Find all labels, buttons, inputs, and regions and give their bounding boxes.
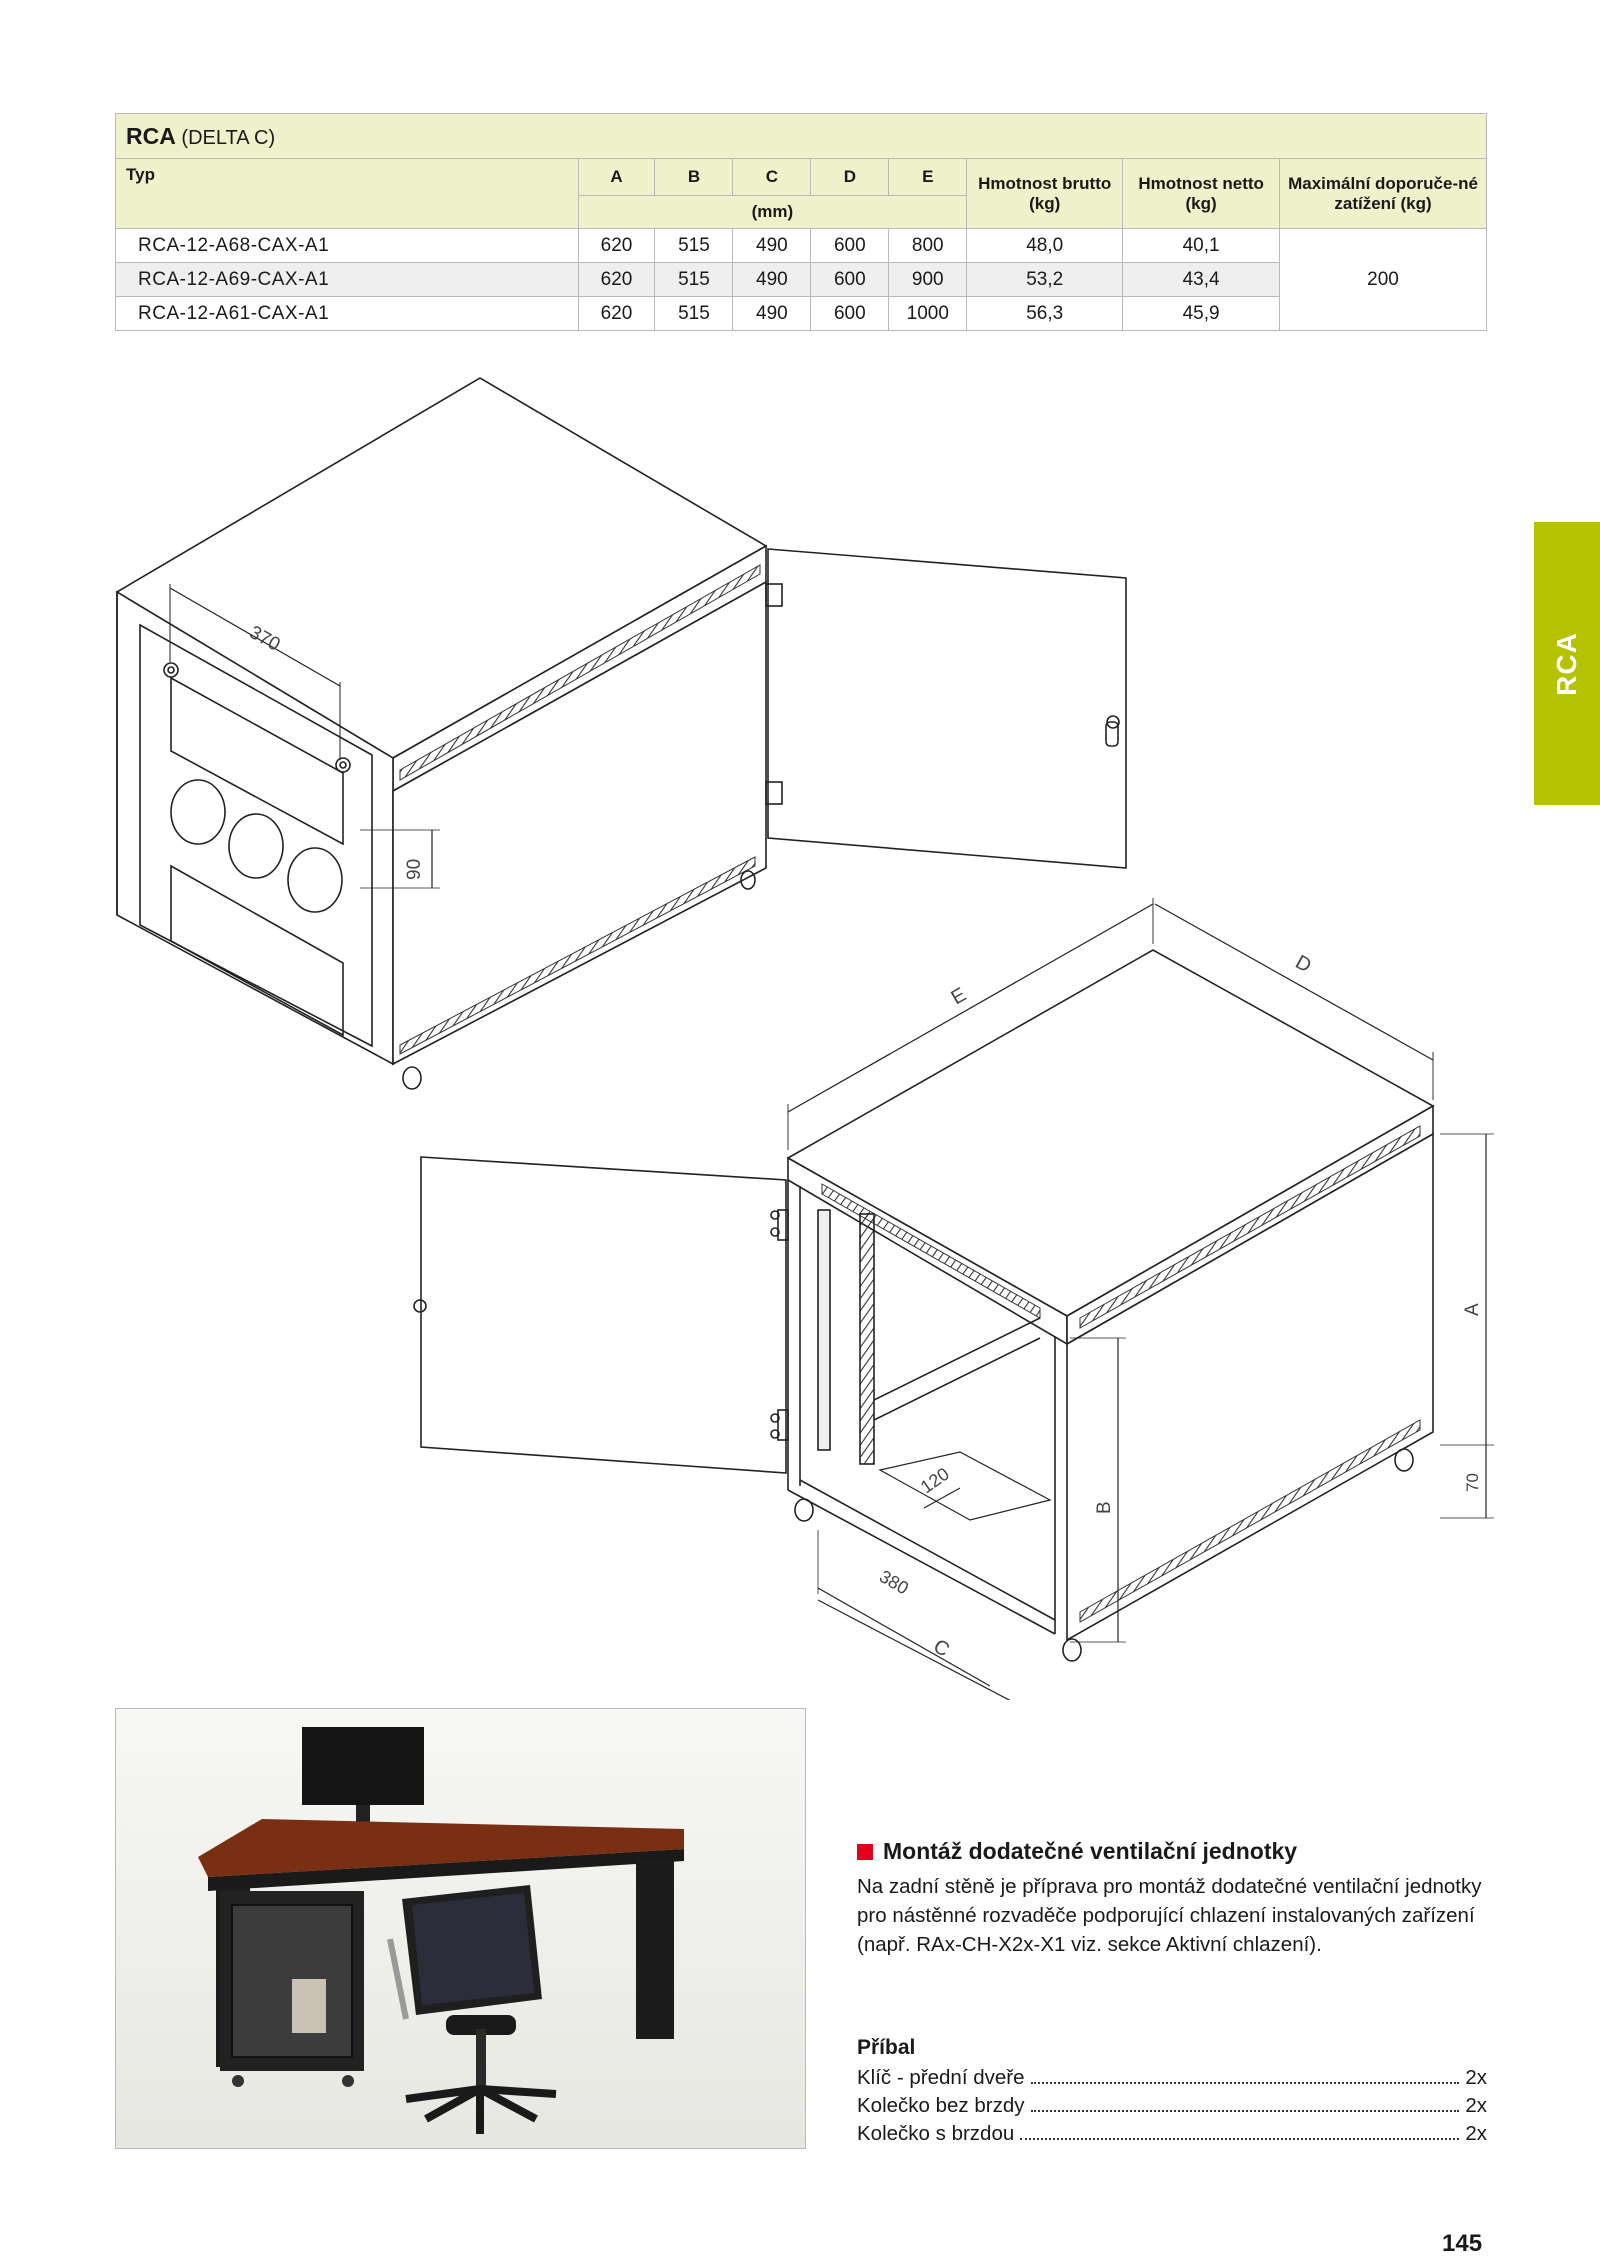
unit-header: (mm) bbox=[578, 196, 967, 229]
package-item-qty: 2x bbox=[1465, 2094, 1487, 2117]
package-list bbox=[857, 2066, 1487, 2150]
col-gross-header: Hmotnost brutto (kg) bbox=[967, 159, 1123, 229]
cell-net: 43,4 bbox=[1123, 263, 1280, 297]
cell-net: 40,1 bbox=[1123, 229, 1280, 263]
package-title: Příbal bbox=[857, 2036, 916, 2059]
side-tab-label: RCA bbox=[1551, 631, 1582, 696]
package-item-label: Kolečko s brzdou bbox=[857, 2122, 1015, 2145]
dim-120-label: 120 bbox=[916, 1463, 953, 1498]
list-item bbox=[857, 2066, 1487, 2094]
bullet-square-icon bbox=[857, 1844, 873, 1860]
cell-d: 600 bbox=[811, 263, 889, 297]
col-type-header: Typ bbox=[116, 159, 579, 229]
section-title-text: Montáž dodatečné ventilační jednotky bbox=[883, 1838, 1298, 1864]
row-name: RCA-12-A68-CAX-A1 bbox=[116, 229, 579, 263]
dim-c-label: C bbox=[929, 1635, 954, 1662]
dot-leader bbox=[1031, 2082, 1460, 2084]
table-title-main: RCA bbox=[126, 122, 176, 149]
cell-gross: 53,2 bbox=[967, 263, 1123, 297]
section-body: Na zadní stěně je příprava pro montáž dodatečné ventilační jednotky pro nástěnné rozvaděče podporující chlazení instalovaných zařízení (např. RAx-CH-X2x-X1 viz. sekce Aktivní chlazení). bbox=[857, 1875, 1482, 1956]
dim-90-label: 90 bbox=[404, 858, 425, 880]
cell-e: 800 bbox=[889, 229, 967, 263]
cell-c: 490 bbox=[733, 263, 811, 297]
cell-gross: 56,3 bbox=[967, 297, 1123, 331]
cell-c: 490 bbox=[733, 229, 811, 263]
package-item-label: Klíč - přední dveře bbox=[857, 2066, 1025, 2089]
list-item bbox=[857, 2094, 1487, 2122]
col-c-header: C bbox=[733, 159, 811, 196]
col-a-header: A bbox=[578, 159, 655, 196]
dim-380-label: 380 bbox=[876, 1566, 913, 1599]
cabinet-open-view bbox=[414, 898, 1494, 1700]
dot-leader bbox=[1020, 2138, 1459, 2140]
cell-net: 45,9 bbox=[1123, 297, 1280, 331]
package-item-qty: 2x bbox=[1465, 2066, 1487, 2089]
office-desk-cabinet-image bbox=[116, 1709, 805, 2148]
cell-b: 515 bbox=[655, 297, 733, 331]
cell-a: 620 bbox=[578, 263, 655, 297]
dim-a-label: A bbox=[1462, 1303, 1483, 1316]
cell-a: 620 bbox=[578, 297, 655, 331]
col-b-header: B bbox=[655, 159, 733, 196]
cabinet-front-view bbox=[117, 378, 1126, 1089]
table-title-sub: (DELTA C) bbox=[181, 126, 276, 149]
dim-e-label: E bbox=[947, 983, 971, 1010]
dim-370-label: 370 bbox=[245, 622, 284, 656]
cell-max-load: 200 bbox=[1280, 229, 1487, 331]
cell-a: 620 bbox=[578, 229, 655, 263]
cell-gross: 48,0 bbox=[967, 229, 1123, 263]
cell-e: 900 bbox=[889, 263, 967, 297]
dot-leader bbox=[1031, 2110, 1460, 2112]
cell-d: 600 bbox=[811, 229, 889, 263]
section-title bbox=[857, 1838, 1297, 1865]
cell-b: 515 bbox=[655, 229, 733, 263]
col-e-header: E bbox=[889, 159, 967, 196]
cell-d: 600 bbox=[811, 297, 889, 331]
package-item-label: Kolečko bez brzdy bbox=[857, 2094, 1025, 2117]
dim-d-label: D bbox=[1291, 951, 1315, 978]
cell-b: 515 bbox=[655, 263, 733, 297]
row-name: RCA-12-A69-CAX-A1 bbox=[116, 263, 579, 297]
list-item bbox=[857, 2122, 1487, 2150]
row-name: RCA-12-A61-CAX-A1 bbox=[116, 297, 579, 331]
col-net-header: Hmotnost netto (kg) bbox=[1123, 159, 1280, 229]
col-max-header: Maximální doporuče-né zatížení (kg) bbox=[1280, 159, 1487, 229]
dim-70-label: 70 bbox=[1463, 1473, 1482, 1492]
col-d-header: D bbox=[811, 159, 889, 196]
dim-b-label: B bbox=[1094, 1501, 1115, 1514]
cell-c: 490 bbox=[733, 297, 811, 331]
package-item-qty: 2x bbox=[1465, 2122, 1487, 2145]
cell-e: 1000 bbox=[889, 297, 967, 331]
product-photo bbox=[115, 1708, 806, 2149]
page-number: 145 bbox=[1442, 2230, 1483, 2257]
